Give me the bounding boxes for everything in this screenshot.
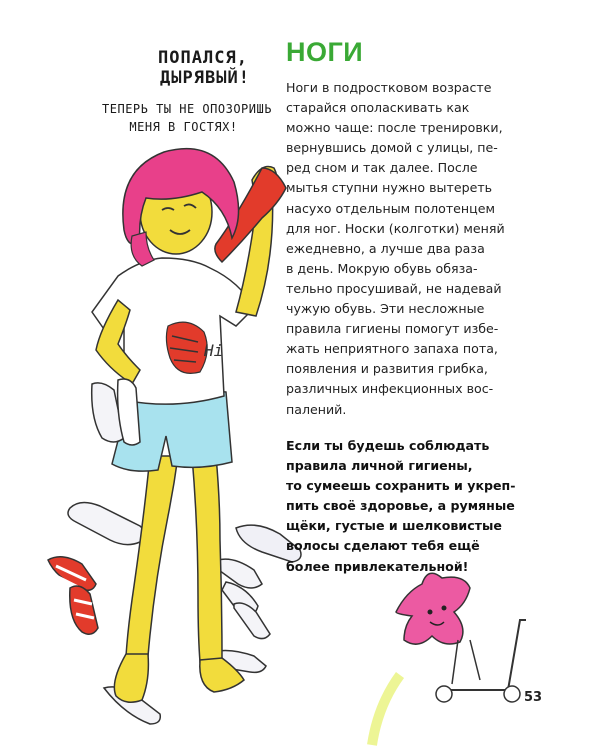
body-line: мытья ступни нужно вытереть — [286, 180, 493, 196]
body-line: ред сном и так далее. После — [286, 160, 478, 176]
page-number: 53 — [524, 690, 543, 705]
body-line: жать неприятного запаха пота, — [286, 341, 498, 357]
body-line: насухо отдельным полотенцем — [286, 200, 495, 216]
conclusion-line: щёки, густые и шелковистые — [286, 518, 502, 534]
speech-line-1: ПОПАЛСЯ, — [158, 48, 248, 68]
speech-line-4: МЕНЯ В ГОСТЯХ! — [129, 120, 238, 134]
body-line: чужую обувь. Эти несложные — [286, 301, 485, 317]
conclusion-line: правила личной гигиены, — [286, 458, 473, 474]
body-line: тельно просушивай, не надевай — [286, 280, 502, 296]
body-line: Ноги в подростковом возрасте — [286, 80, 492, 95]
body-line: появления и развития грибка, — [286, 361, 488, 377]
body-line: различных инфекционных вос- — [286, 381, 494, 397]
body-line: в день. Мокрую обувь обяза- — [286, 260, 478, 276]
conclusion-line: то сумеешь сохранить и укреп- — [286, 478, 516, 494]
body-line: можно чаще: после тренировки, — [286, 120, 503, 136]
body-line: палений. — [286, 401, 347, 417]
body-line: ежедневно, а лучше два раза — [286, 240, 485, 256]
body-line: вернувшись домой с улицы, пе- — [286, 140, 498, 156]
conclusion-line: Если ты будешь соблюдать — [286, 438, 490, 453]
body-line: старайся ополаскивать как — [286, 100, 470, 116]
conclusion-line: пить своё здоровье, а румяные — [286, 498, 515, 514]
section-heading: НОГИ — [286, 37, 364, 67]
conclusion-line: волосы сделают тебя ещё — [286, 538, 480, 554]
body-line: для ног. Носки (колготки) меняй — [286, 220, 505, 236]
speech-line-3: ТЕПЕРЬ ТЫ НЕ ОПОЗОРИШЬ — [102, 102, 272, 116]
conclusion-line: более привлекательной! — [286, 558, 469, 574]
body-line: правила гигиены помогут избе- — [286, 321, 499, 337]
speech-line-2: ДЫРЯВЫЙ! — [160, 68, 250, 88]
shirt-text: Hi — [204, 341, 224, 360]
